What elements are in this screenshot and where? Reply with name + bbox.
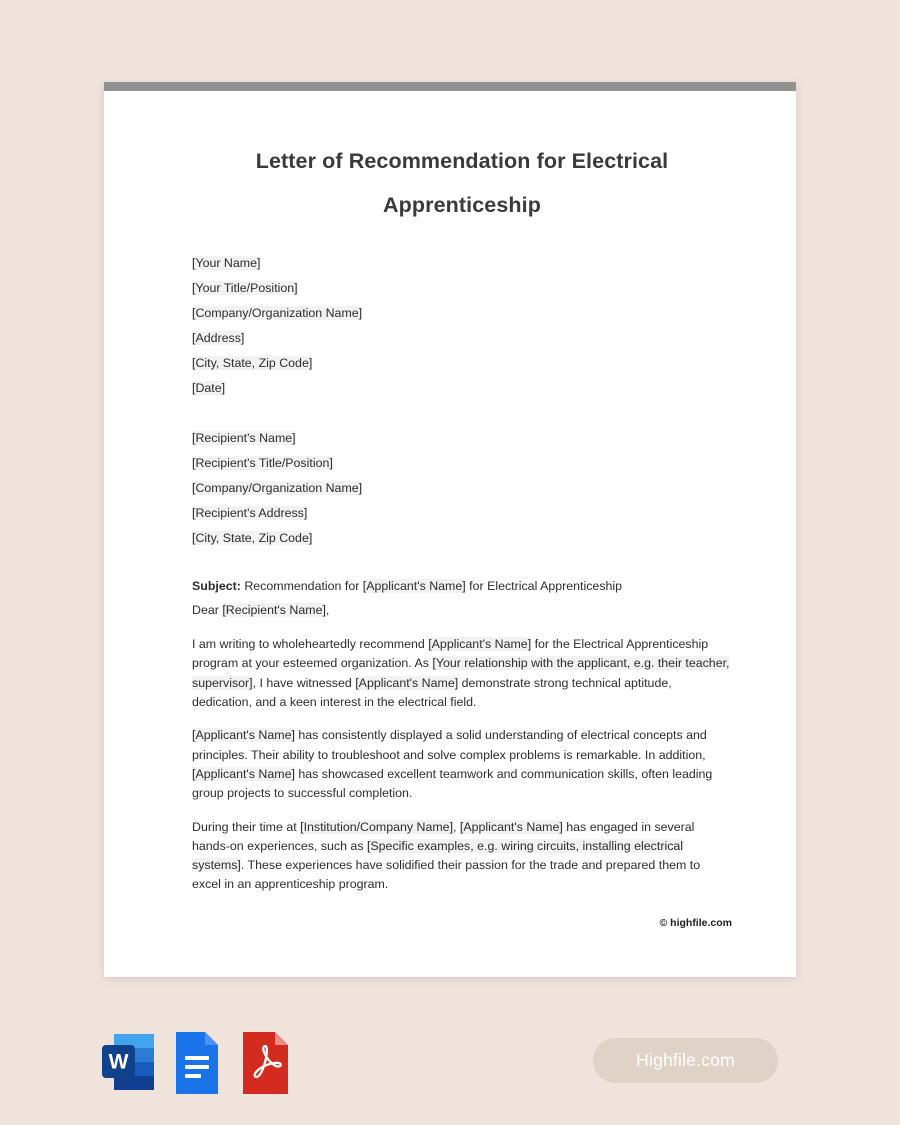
sender-line bbox=[192, 276, 732, 301]
placeholder-recipient-name: [Recipient's Name] bbox=[192, 431, 296, 446]
subject-text: Recommendation for [Applicant's Name] for Electrical Apprenticeship bbox=[240, 579, 623, 594]
recipient-line bbox=[192, 426, 732, 451]
recipient-line bbox=[192, 451, 732, 476]
placeholder-your-title: [Your Title/Position] bbox=[192, 281, 298, 296]
body-paragraph-3: During their time at [Institution/Company Name], [Applicant's Name] has engaged in several hands-on experiences, such as [Specific examples, e.g. wiring circuits, installing electrical systems]. These experiences have solidified their passion for the trade and prepared them to excel in an apprenticeship program. bbox=[192, 819, 701, 892]
document-title: Letter of Recommendation for Electrical Apprenticeship bbox=[255, 149, 669, 218]
placeholder-your-name: [Your Name] bbox=[192, 256, 261, 271]
subject-label: Subject: bbox=[192, 579, 241, 594]
recipient-line bbox=[192, 501, 732, 526]
placeholder-city-state-zip: [City, State, Zip Code] bbox=[192, 356, 313, 371]
placeholder-company-name: [Company/Organization Name] bbox=[192, 306, 363, 321]
highfile-brand-button[interactable]: Highfile.com bbox=[593, 1038, 778, 1083]
placeholder-address: [Address] bbox=[192, 331, 245, 346]
body-paragraph-1: I am writing to wholeheartedly recommend [Applicant's Name] for the Electrical Apprenticeship program at your esteemed organization. As [Your relationship with the applicant, e.g. their teacher, supervisor], I have witnessed [Applicant's Name] demonstrate strong technical aptitude, dedication, and a keen interest in the electrical field. bbox=[192, 637, 730, 710]
google-docs-icon[interactable] bbox=[168, 1028, 226, 1098]
sender-line bbox=[192, 301, 732, 326]
placeholder-recipient-address: [Recipient's Address] bbox=[192, 506, 308, 521]
document-content bbox=[104, 91, 796, 977]
body-paragraph-2: [Applicant's Name] has consistently displayed a solid understanding of electrical concepts and principles. Their ability to troubleshoot and solve complex problems is remarkable. In addition, [Applicant's Name] has showcased excellent teamwork and communication skills, often leading group projects to successful completion. bbox=[192, 728, 713, 801]
document-page bbox=[104, 82, 796, 977]
recipient-line bbox=[192, 476, 732, 501]
recipient-address-block bbox=[192, 426, 732, 551]
sender-address-block bbox=[192, 251, 732, 401]
sender-line bbox=[192, 351, 732, 376]
recipient-line bbox=[192, 526, 732, 551]
page-top-accent-bar bbox=[104, 82, 796, 91]
subject-line bbox=[192, 576, 732, 597]
pdf-doc-icon[interactable] bbox=[236, 1028, 294, 1098]
placeholder-recipient-title: [Recipient's Title/Position] bbox=[192, 456, 333, 471]
word-doc-icon[interactable] bbox=[100, 1028, 158, 1098]
block-spacer bbox=[192, 401, 732, 426]
placeholder-recipient-city-state-zip: [City, State, Zip Code] bbox=[192, 531, 313, 546]
sender-line bbox=[192, 251, 732, 276]
placeholder-date: [Date] bbox=[192, 381, 226, 396]
sender-line bbox=[192, 326, 732, 351]
copyright-credit: © highfile.com bbox=[659, 917, 732, 929]
sender-line bbox=[192, 376, 732, 401]
placeholder-recipient-company: [Company/Organization Name] bbox=[192, 481, 363, 496]
salutation: Dear [Recipient's Name], bbox=[192, 603, 330, 618]
svg-text:W: W bbox=[108, 1050, 129, 1074]
download-format-icons bbox=[100, 1028, 294, 1098]
